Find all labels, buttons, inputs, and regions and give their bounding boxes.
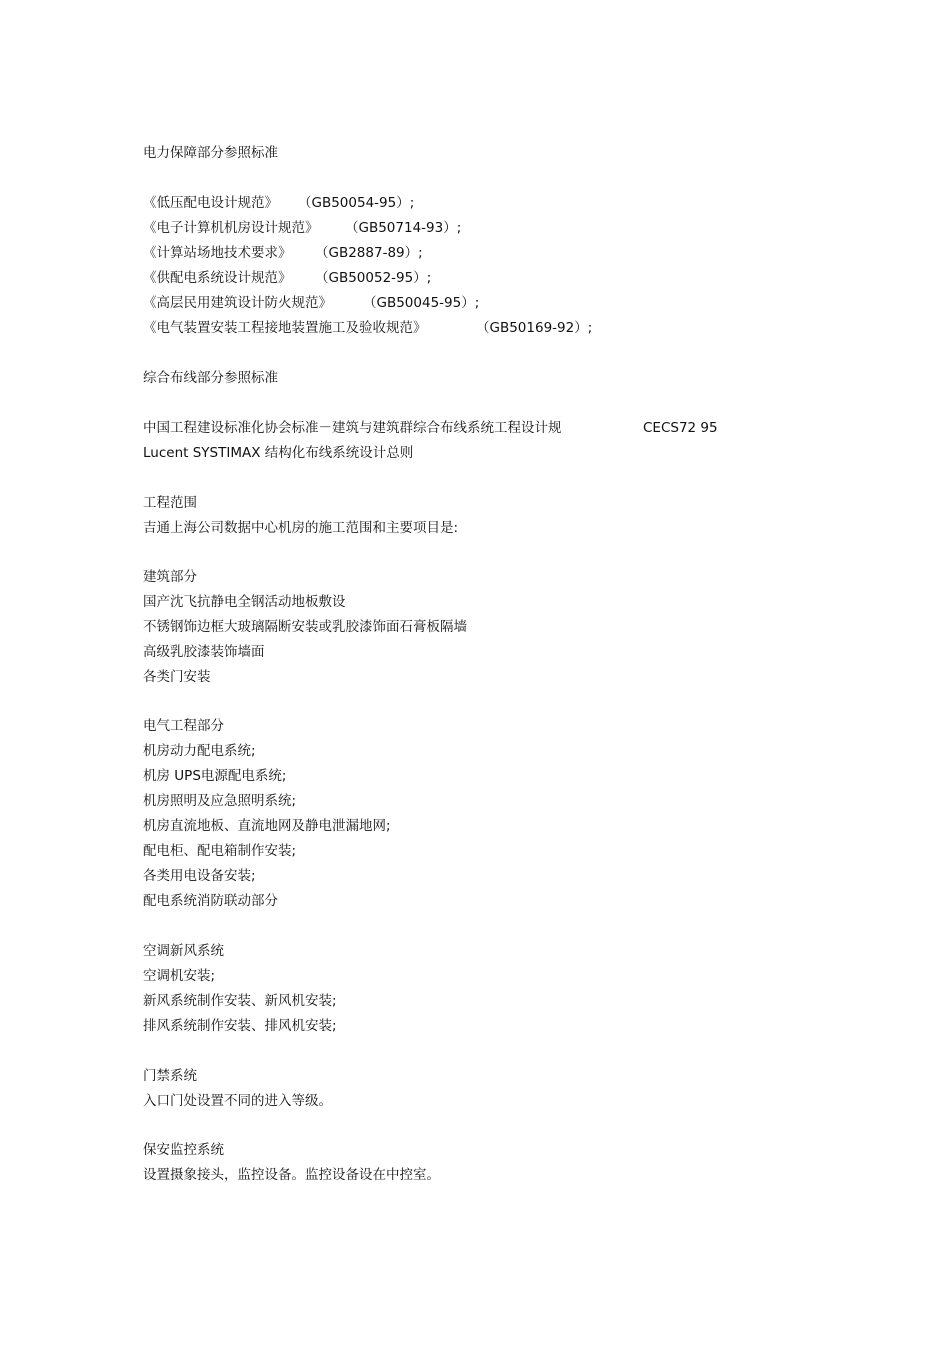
standard-line [143, 319, 593, 337]
access-heading: 门禁系统 [143, 1068, 197, 1084]
standard-line [143, 194, 415, 212]
standard-name: 《供配电系统设计规范》 [143, 270, 292, 286]
security-heading: 保安监控系统 [143, 1142, 224, 1158]
list-item: 机房 UPS电源配电系统; [143, 768, 287, 784]
standard-name: 《电气装置安装工程接地装置施工及验收规范》 [143, 320, 427, 336]
standard-code: （GB50052-95）; [315, 270, 432, 286]
list-item: 各类门安装 [143, 669, 211, 685]
standard-line [143, 294, 480, 312]
standard-code: （GB50045-95）; [363, 295, 480, 311]
list-item: 新风系统制作安装、新风机安装; [143, 993, 337, 1009]
standard-name: 《电子计算机机房设计规范》 [143, 220, 319, 236]
standard-name: 《高层民用建筑设计防火规范》 [143, 295, 332, 311]
standard-code: （GB50054-95）; [298, 195, 415, 211]
list-item: 入口门处设置不同的进入等级。 [143, 1093, 332, 1109]
list-item: 国产沈飞抗静电全钢活动地板敷设 [143, 594, 346, 610]
standard-code: （GB2887-89）; [315, 245, 423, 261]
scope-intro: 吉通上海公司数据中心机房的施工范围和主要项目是: [143, 520, 459, 536]
standard-name: 《低压配电设计规范》 [143, 195, 278, 211]
cabling-standard-line [143, 419, 718, 437]
hvac-heading: 空调新风系统 [143, 943, 224, 959]
standard-code: （GB50169-92）; [476, 320, 593, 336]
standard-line [143, 244, 423, 262]
list-item: 机房动力配电系统; [143, 743, 256, 759]
cabling-heading: 综合布线部分参照标准 [143, 370, 278, 386]
list-item: 不锈钢饰边框大玻璃隔断安装或乳胶漆饰面石膏板隔墙 [143, 619, 467, 635]
electrical-heading: 电气工程部分 [143, 718, 224, 734]
list-item: 高级乳胶漆装饰墙面 [143, 644, 265, 660]
cabling-vendor-line: Lucent SYSTIMAX 结构化布线系统设计总则 [143, 445, 414, 461]
standard-code: （GB50714-93）; [345, 220, 462, 236]
list-item: 配电系统消防联动部分 [143, 893, 278, 909]
list-item: 空调机安装; [143, 968, 216, 984]
cabling-standard-name: 中国工程建设标准化协会标准－建筑与建筑群综合布线系统工程设计规 [143, 420, 562, 436]
standard-name: 《计算站场地技术要求》 [143, 245, 292, 261]
list-item: 排风系统制作安装、排风机安装; [143, 1018, 337, 1034]
list-item: 机房直流地板、直流地网及静电泄漏地网; [143, 818, 391, 834]
list-item: 设置摄象接头，监控设备。监控设备设在中控室。 [143, 1167, 440, 1183]
standard-line [143, 269, 432, 287]
standard-line [143, 219, 462, 237]
list-item: 机房照明及应急照明系统; [143, 793, 297, 809]
list-item: 各类用电设备安装; [143, 868, 256, 884]
power-heading: 电力保障部分参照标准 [143, 145, 278, 161]
building-heading: 建筑部分 [143, 569, 197, 585]
cabling-standard-code: CECS72 95 [643, 420, 718, 436]
scope-heading: 工程范围 [143, 495, 197, 511]
list-item: 配电柜、配电箱制作安装; [143, 843, 297, 859]
